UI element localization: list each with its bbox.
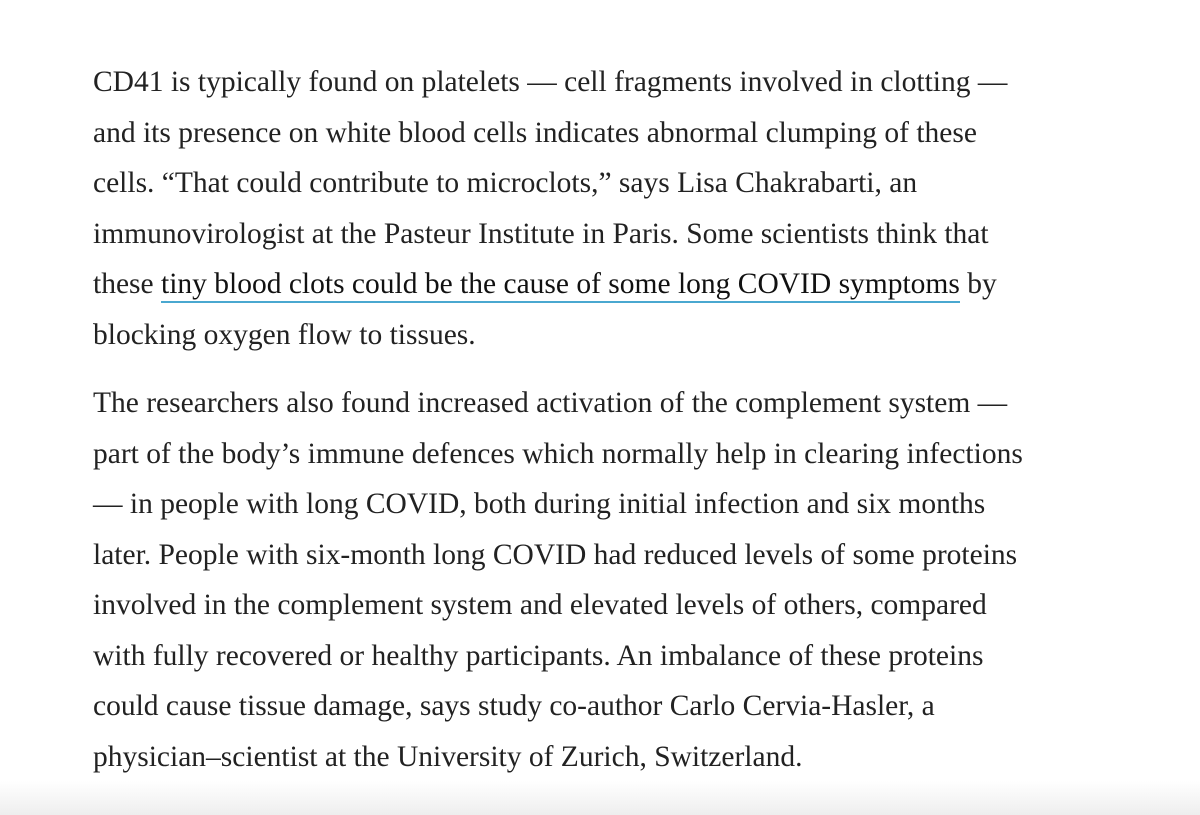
text-line-with-link bbox=[93, 259, 1133, 310]
text-line: immunovirologist at the Pasteur Institute in Paris. Some scientists think that bbox=[93, 217, 989, 250]
text-line: involved in the complement system and elevated levels of others, compared bbox=[93, 589, 987, 621]
paragraph-complement-system bbox=[93, 378, 1133, 782]
text-line: part of the body’s immune defences which normally help in clearing infections bbox=[93, 437, 1023, 470]
text-line: blocking oxygen flow to tissues. bbox=[93, 318, 476, 351]
text-line: with fully recovered or healthy participants. An imbalance of these proteins bbox=[93, 639, 984, 672]
text-after-link: by bbox=[959, 268, 997, 300]
text-before-link: these bbox=[93, 268, 161, 300]
text-line: The researchers also found increased activation of the complement system — bbox=[93, 387, 1008, 419]
microclots-article-link[interactable]: tiny blood clots could be the cause of some long COVID symptoms bbox=[161, 268, 960, 303]
text-line: CD41 is typically found on platelets — cell fragments involved in clotting — bbox=[93, 66, 1008, 98]
paragraph-platelets bbox=[93, 57, 1133, 360]
text-line: — in people with long COVID, both during initial infection and six months bbox=[93, 488, 986, 520]
article-body bbox=[93, 57, 1133, 782]
text-line: cells. “That could contribute to microclots,” says Lisa Chakrabarti, an bbox=[93, 167, 918, 199]
text-line: later. People with six-month long COVID had reduced levels of some proteins bbox=[93, 538, 1018, 571]
bottom-shadow bbox=[0, 781, 1200, 815]
text-line: physician–scientist at the University of Zurich, Switzerland. bbox=[93, 740, 803, 773]
text-line: could cause tissue damage, says study co-author Carlo Cervia-Hasler, a bbox=[93, 690, 935, 722]
text-line: and its presence on white blood cells indicates abnormal clumping of these bbox=[93, 116, 977, 149]
